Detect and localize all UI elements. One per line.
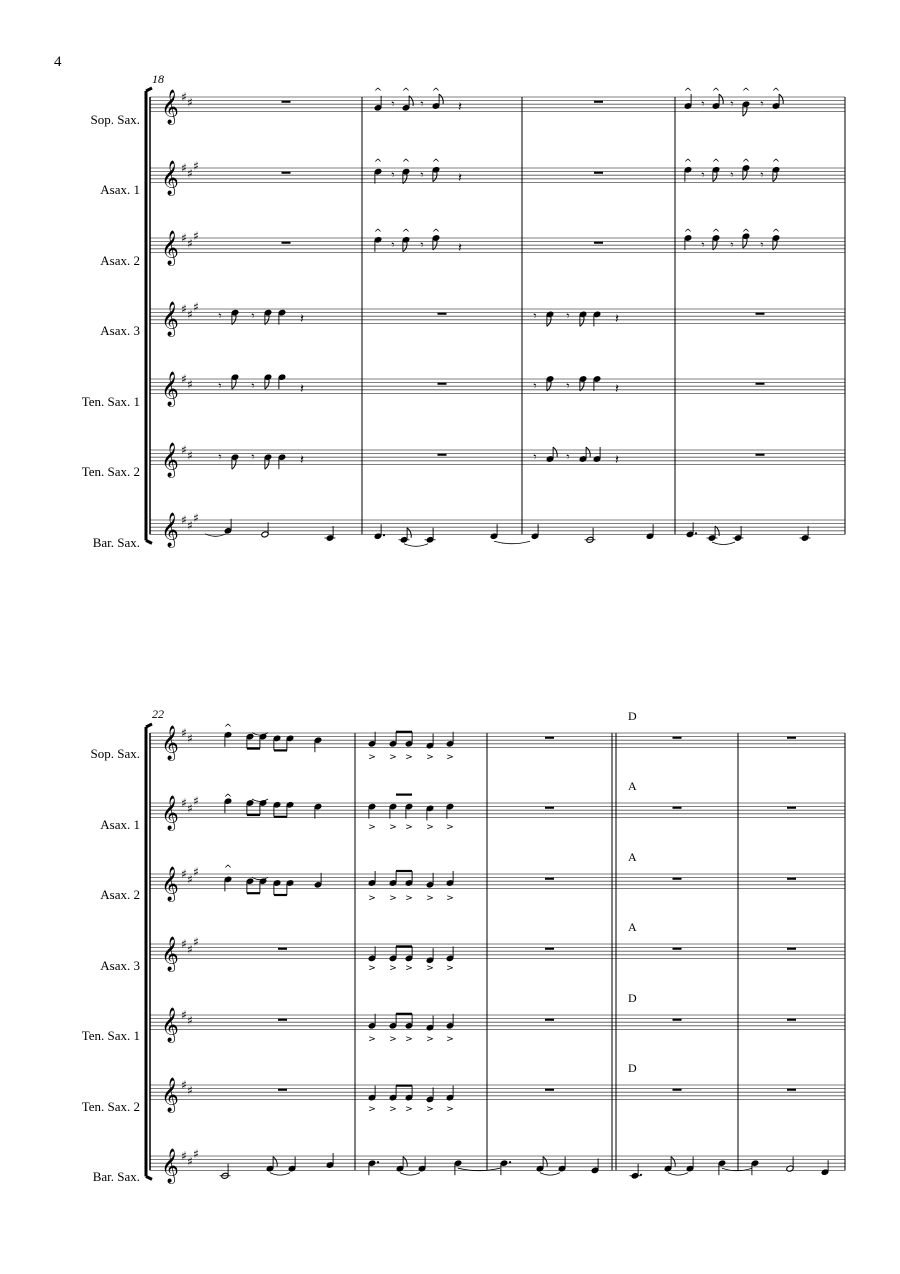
treble-clef-icon: 𝄞 (161, 230, 179, 266)
note-flag (232, 379, 236, 389)
accent-mark: > (389, 893, 397, 904)
eighth-rest-icon: 𝄾 (730, 237, 734, 252)
eighth-rest-icon: 𝄾 (391, 237, 395, 252)
marcato-mark: ^ (771, 228, 781, 239)
accent-mark: > (446, 1034, 454, 1045)
rehearsal-mark: D (628, 709, 637, 723)
accent-mark: > (405, 822, 413, 833)
treble-clef-icon: 𝄞 (161, 795, 179, 831)
sharp-icon: ♯ (187, 236, 193, 251)
eighth-rest-icon: 𝄾 (760, 237, 764, 252)
accent-mark: > (389, 752, 397, 763)
marcato-mark: ^ (401, 87, 411, 98)
tie (270, 1173, 290, 1176)
eighth-rest-icon: 𝄾 (420, 237, 424, 252)
accent-mark: > (405, 752, 413, 763)
note-dot (695, 532, 697, 534)
accent-mark: > (368, 893, 376, 904)
marcato-mark: ^ (771, 158, 781, 169)
instrument-label: Bar. Sax. (92, 535, 140, 550)
note-flag (543, 1157, 547, 1167)
eighth-rest-icon: 𝄾 (701, 167, 705, 182)
tie (400, 1173, 420, 1176)
sharp-icon: ♯ (187, 166, 193, 181)
measure-number: 18 (152, 72, 164, 86)
sharp-icon: ♯ (181, 726, 187, 740)
sharp-icon: ♯ (181, 796, 187, 810)
sharp-icon: ♯ (181, 937, 187, 951)
whole-rest-icon (545, 807, 554, 809)
eighth-rest-icon: 𝄾 (533, 308, 537, 323)
note-flag (580, 316, 584, 326)
whole-rest-icon (594, 172, 603, 174)
whole-rest-icon (545, 737, 554, 739)
note-flag (671, 1157, 675, 1167)
whole-rest-icon (278, 1089, 287, 1091)
treble-clef-icon: 𝄞 (161, 512, 179, 548)
accent-mark: > (446, 893, 454, 904)
note-flag (547, 316, 551, 326)
eighth-rest-icon: 𝄾 (730, 96, 734, 111)
accent-mark: > (368, 752, 376, 763)
eighth-rest-icon: 𝄾 (730, 167, 734, 182)
whole-rest-icon (545, 878, 554, 880)
accent-mark: > (426, 752, 434, 763)
instrument-label: Sop. Sax. (90, 746, 140, 761)
accent-mark: > (389, 1104, 397, 1115)
sharp-icon: ♯ (187, 872, 193, 887)
whole-rest-icon (282, 242, 291, 244)
instrument-label: Ten. Sax. 1 (81, 394, 140, 409)
whole-rest-icon (545, 1019, 554, 1021)
note-flag (273, 1157, 277, 1167)
eighth-rest-icon: 𝄾 (566, 308, 570, 323)
quarter-rest-icon: 𝄽 (300, 381, 304, 397)
marcato-mark: ^ (223, 864, 233, 875)
marcato-mark: ^ (431, 228, 441, 239)
sharp-icon: ♯ (193, 794, 199, 809)
sharp-icon: ♯ (187, 307, 193, 322)
accent-mark: > (405, 893, 413, 904)
whole-rest-icon (756, 454, 765, 456)
marcato-mark: ^ (683, 228, 693, 239)
accent-mark: > (426, 963, 434, 974)
rehearsal-mark: A (628, 850, 637, 864)
marcato-mark: ^ (401, 228, 411, 239)
treble-clef-icon: 𝄞 (161, 160, 179, 196)
sharp-icon: ♯ (187, 1083, 193, 1098)
accent-mark: > (446, 963, 454, 974)
marcato-mark: ^ (373, 87, 383, 98)
instrument-label: Asax. 2 (100, 887, 140, 902)
accent-mark: > (368, 822, 376, 833)
eighth-rest-icon: 𝄾 (701, 237, 705, 252)
marcato-mark: ^ (431, 87, 441, 98)
note-flag (553, 447, 557, 457)
sharp-icon: ♯ (181, 161, 187, 175)
eighth-rest-icon: 𝄾 (391, 167, 395, 182)
accent-mark: > (426, 1034, 434, 1045)
sharp-icon: ♯ (181, 1078, 187, 1092)
tie (540, 1173, 560, 1176)
sharp-icon: ♯ (193, 865, 199, 880)
treble-clef-icon: 𝄞 (161, 866, 179, 902)
eighth-rest-icon: 𝄾 (760, 96, 764, 111)
note-dot (383, 534, 385, 536)
accent-mark: > (405, 1104, 413, 1115)
marcato-mark: ^ (223, 723, 233, 734)
whole-rest-icon (787, 1019, 796, 1021)
accent-mark: > (446, 822, 454, 833)
sharp-icon: ♯ (181, 443, 187, 457)
eighth-rest-icon: 𝄾 (218, 449, 222, 464)
marcato-mark: ^ (683, 87, 693, 98)
instrument-label: Asax. 2 (100, 253, 140, 268)
whole-rest-icon (673, 948, 682, 950)
whole-rest-icon (673, 878, 682, 880)
note-flag (773, 172, 777, 182)
whole-rest-icon (278, 948, 287, 950)
quarter-rest-icon: 𝄽 (615, 452, 619, 468)
whole-rest-icon (756, 313, 765, 315)
eighth-rest-icon: 𝄾 (420, 96, 424, 111)
whole-rest-icon (673, 1019, 682, 1021)
marcato-mark: ^ (741, 228, 751, 239)
rehearsal-mark: D (628, 991, 637, 1005)
sharp-icon: ♯ (181, 513, 187, 527)
whole-rest-icon (787, 807, 796, 809)
accent-mark: > (446, 752, 454, 763)
treble-clef-icon: 𝄞 (161, 371, 179, 407)
eighth-rest-icon: 𝄾 (760, 167, 764, 182)
whole-rest-icon (673, 807, 682, 809)
whole-rest-icon (787, 737, 796, 739)
whole-rest-icon (278, 1019, 287, 1021)
marcato-mark: ^ (683, 158, 693, 169)
whole-rest-icon (438, 313, 447, 315)
instrument-label: Asax. 1 (100, 817, 140, 832)
accent-mark: > (426, 822, 434, 833)
marcato-mark: ^ (401, 158, 411, 169)
accent-mark: > (389, 963, 397, 974)
sharp-icon: ♯ (187, 1154, 193, 1169)
treble-clef-icon: 𝄞 (161, 89, 179, 125)
sharp-icon: ♯ (187, 731, 193, 746)
instrument-label: Asax. 3 (100, 958, 140, 973)
whole-rest-icon (545, 948, 554, 950)
note-flag (433, 172, 437, 182)
sharp-icon: ♯ (193, 935, 199, 950)
accent-mark: > (389, 822, 397, 833)
note-flag (713, 172, 717, 182)
eighth-rest-icon: 𝄾 (251, 378, 255, 393)
eighth-rest-icon: 𝄾 (533, 378, 537, 393)
whole-rest-icon (438, 383, 447, 385)
instrument-label: Ten. Sax. 2 (81, 464, 140, 479)
instrument-label: Bar. Sax. (92, 1169, 140, 1184)
eighth-rest-icon: 𝄾 (218, 308, 222, 323)
tie (494, 541, 530, 544)
sharp-icon: ♯ (187, 942, 193, 957)
sharp-icon: ♯ (193, 159, 199, 174)
whole-rest-icon (673, 1089, 682, 1091)
whole-rest-icon (594, 242, 603, 244)
sharp-icon: ♯ (181, 90, 187, 104)
accent-mark: > (368, 1034, 376, 1045)
instrument-label: Asax. 3 (100, 323, 140, 338)
eighth-rest-icon: 𝄾 (566, 378, 570, 393)
system-bracket (146, 88, 152, 543)
note-dot (509, 1161, 511, 1163)
treble-clef-icon: 𝄞 (161, 725, 179, 761)
sharp-icon: ♯ (181, 302, 187, 316)
sharp-icon: ♯ (181, 1008, 187, 1022)
quarter-rest-icon: 𝄽 (300, 311, 304, 327)
note-flag (743, 238, 747, 248)
accent-mark: > (446, 1104, 454, 1115)
eighth-rest-icon: 𝄾 (218, 378, 222, 393)
quarter-rest-icon: 𝄽 (615, 311, 619, 327)
marcato-mark: ^ (373, 158, 383, 169)
note-flag (403, 1157, 407, 1167)
eighth-rest-icon: 𝄾 (251, 449, 255, 464)
marcato-mark: ^ (223, 793, 233, 804)
treble-clef-icon: 𝄞 (161, 936, 179, 972)
treble-clef-icon: 𝄞 (161, 442, 179, 478)
sharp-icon: ♯ (193, 1147, 199, 1162)
sharp-icon: ♯ (187, 1013, 193, 1028)
whole-rest-icon (756, 383, 765, 385)
sharp-icon: ♯ (181, 867, 187, 881)
sharp-icon: ♯ (193, 300, 199, 315)
whole-rest-icon (545, 1089, 554, 1091)
rehearsal-mark: A (628, 779, 637, 793)
rehearsal-mark: D (628, 1061, 637, 1075)
sharp-icon: ♯ (187, 95, 193, 110)
quarter-rest-icon: 𝄽 (615, 381, 619, 397)
marcato-mark: ^ (771, 87, 781, 98)
marcato-mark: ^ (373, 228, 383, 239)
marcato-mark: ^ (711, 87, 721, 98)
sharp-icon: ♯ (181, 1149, 187, 1163)
sharp-icon: ♯ (187, 518, 193, 533)
eighth-rest-icon: 𝄾 (420, 167, 424, 182)
sharp-icon: ♯ (187, 801, 193, 816)
marcato-mark: ^ (711, 158, 721, 169)
note-flag (265, 379, 269, 389)
treble-clef-icon: 𝄞 (161, 1077, 179, 1113)
accent-mark: > (405, 963, 413, 974)
rehearsal-mark: A (628, 920, 637, 934)
quarter-rest-icon: 𝄽 (458, 170, 462, 186)
accent-mark: > (426, 893, 434, 904)
eighth-rest-icon: 𝄾 (701, 96, 705, 111)
tie (404, 544, 428, 547)
whole-rest-icon (787, 878, 796, 880)
sharp-icon: ♯ (187, 377, 193, 392)
whole-rest-icon (282, 172, 291, 174)
eighth-rest-icon: 𝄾 (566, 449, 570, 464)
marcato-mark: ^ (711, 228, 721, 239)
sharp-icon: ♯ (193, 229, 199, 244)
treble-clef-icon: 𝄞 (161, 1148, 179, 1184)
note-flag (407, 528, 411, 538)
quarter-rest-icon: 𝄽 (458, 240, 462, 256)
accent-mark: > (426, 1104, 434, 1115)
sharp-icon: ♯ (187, 448, 193, 463)
accent-mark: > (368, 963, 376, 974)
eighth-rest-icon: 𝄾 (251, 308, 255, 323)
marcato-mark: ^ (431, 158, 441, 169)
whole-rest-icon (282, 101, 291, 103)
whole-rest-icon (787, 1089, 796, 1091)
sharp-icon: ♯ (181, 231, 187, 245)
eighth-rest-icon: 𝄾 (391, 96, 395, 111)
whole-rest-icon (594, 101, 603, 103)
marcato-mark: ^ (741, 158, 751, 169)
instrument-label: Ten. Sax. 2 (81, 1099, 140, 1114)
sharp-icon: ♯ (193, 511, 199, 526)
tie (668, 1173, 688, 1176)
treble-clef-icon: 𝄞 (161, 301, 179, 337)
instrument-label: Asax. 1 (100, 182, 140, 197)
instrument-label: Ten. Sax. 1 (81, 1028, 140, 1043)
accent-mark: > (405, 1034, 413, 1045)
eighth-rest-icon: 𝄾 (533, 449, 537, 464)
whole-rest-icon (438, 454, 447, 456)
tie (712, 542, 735, 545)
quarter-rest-icon: 𝄽 (458, 99, 462, 115)
measure-number: 22 (152, 707, 164, 721)
whole-rest-icon (787, 948, 796, 950)
instrument-label: Sop. Sax. (90, 112, 140, 127)
note-flag (586, 447, 590, 457)
marcato-mark: ^ (741, 87, 751, 98)
quarter-rest-icon: 𝄽 (300, 452, 304, 468)
note-flag (403, 242, 407, 252)
accent-mark: > (389, 1034, 397, 1045)
system-bracket (146, 724, 152, 1179)
note-dot (377, 1161, 379, 1163)
treble-clef-icon: 𝄞 (161, 1007, 179, 1043)
accent-mark: > (368, 1104, 376, 1115)
whole-rest-icon (673, 737, 682, 739)
sharp-icon: ♯ (181, 372, 187, 386)
page-number: 4 (54, 54, 62, 70)
